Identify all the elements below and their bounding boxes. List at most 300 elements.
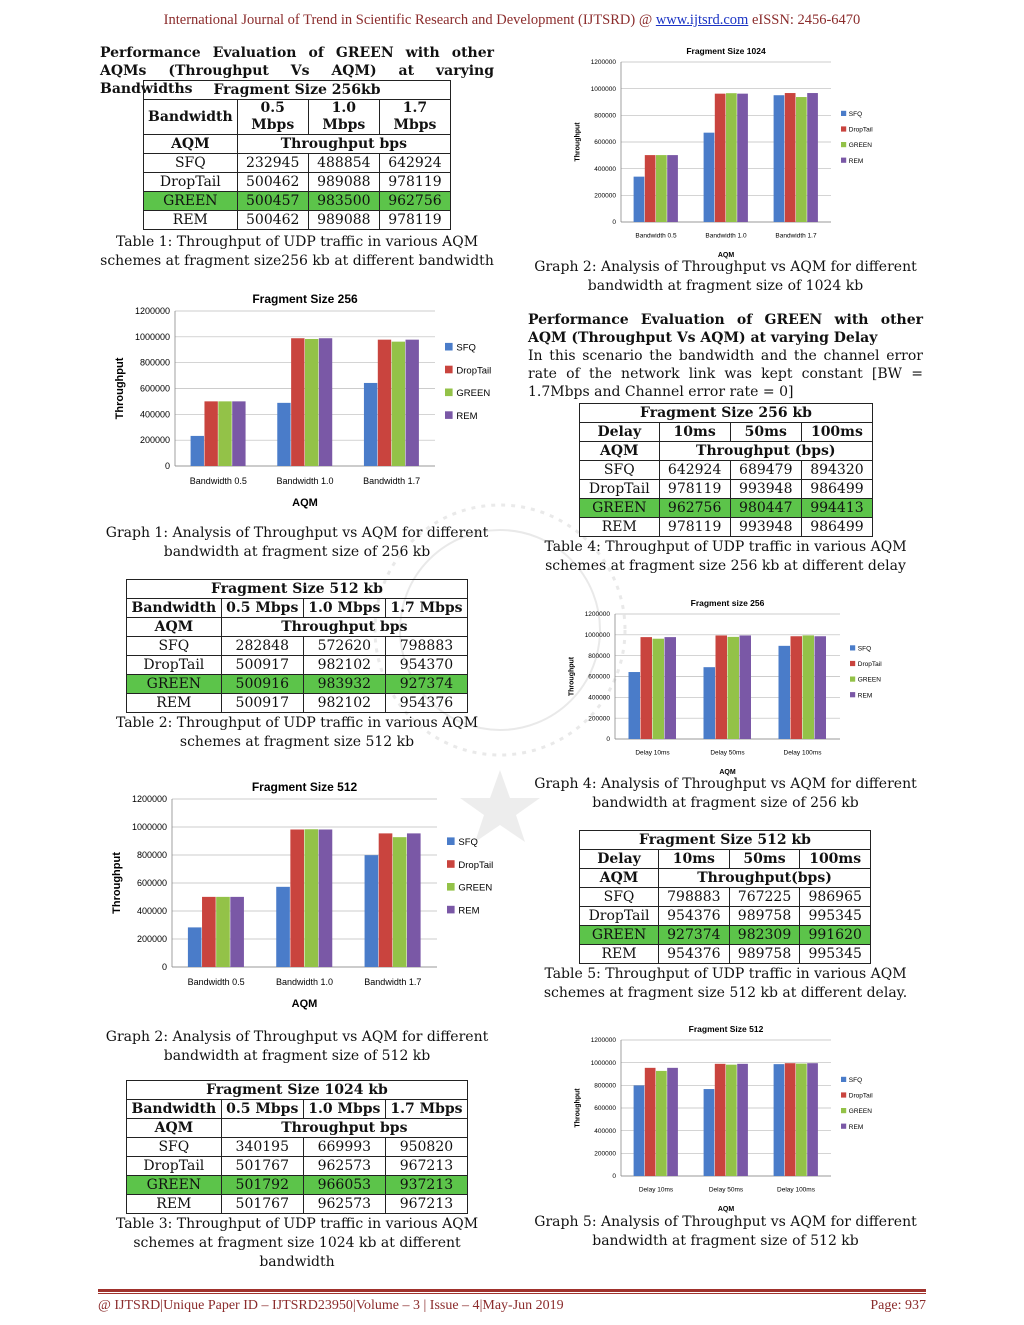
legend-swatch — [445, 389, 453, 397]
legend-swatch — [841, 142, 846, 147]
bar-green — [305, 339, 318, 466]
legend-label: REM — [458, 905, 480, 917]
cell: 954370 — [385, 656, 467, 675]
section-heading-bandwidth: Performance Evaluation of GREEN with other AQMs (Throughput Vs AQM) at varying Bandwidths — [100, 45, 494, 97]
cell: 983932 — [303, 675, 385, 694]
cell: REM — [127, 1195, 222, 1214]
chart-title: Fragment Size 256 — [252, 292, 358, 306]
cell: 989758 — [729, 945, 800, 964]
table-row — [580, 945, 871, 964]
cell: 962756 — [659, 499, 730, 518]
cell: 962756 — [379, 192, 450, 211]
table-3 — [126, 1080, 468, 1214]
x-axis-label: AQM — [719, 769, 736, 776]
bar-green — [803, 635, 815, 739]
footer-rule-thin — [98, 1293, 926, 1294]
y-tick-label: 400000 — [139, 409, 170, 420]
y-tick-label: 1200000 — [131, 794, 167, 804]
chart-g512bw — [100, 765, 500, 1030]
bar-green — [726, 1065, 737, 1176]
cell: 642924 — [659, 461, 730, 480]
y-tick-label: 600000 — [594, 1105, 616, 1113]
x-tick-label: Bandwidth 1.7 — [363, 476, 421, 486]
running-header — [0, 12, 1024, 29]
legend-swatch — [447, 883, 455, 891]
legend-label: SFQ — [456, 342, 476, 354]
cell: 282848 — [221, 637, 303, 656]
cell: 500457 — [237, 192, 308, 211]
col-header: 0.5 Mbps — [237, 100, 308, 135]
col-header: AQM — [127, 618, 222, 637]
cell: 954376 — [659, 945, 730, 964]
bar-sfq — [634, 1085, 645, 1176]
table-title: Fragment Size 1024 kb — [127, 1081, 468, 1100]
chart-g256bw — [100, 283, 500, 523]
cell: 954376 — [659, 907, 730, 926]
cell: DropTail — [580, 907, 659, 926]
table-2 — [126, 579, 468, 713]
x-tick-label: Delay 10ms — [635, 749, 670, 757]
y-tick-label: 200000 — [139, 435, 170, 446]
table-row-highlighted — [144, 192, 451, 211]
bar-rem — [667, 155, 678, 222]
y-axis-label: Throughput — [114, 357, 127, 420]
footer-rule — [98, 1289, 926, 1292]
legend-label: REM — [848, 1123, 864, 1131]
y-tick-label: 600000 — [594, 139, 616, 147]
cell: 982102 — [303, 694, 385, 713]
bar-green — [392, 342, 405, 466]
legend-label: DropTail — [458, 859, 494, 871]
y-tick-label: 1000000 — [590, 85, 616, 93]
legend-label: REM — [857, 692, 873, 700]
cell: 689479 — [730, 461, 801, 480]
table-4 — [579, 403, 873, 537]
y-tick-label: 1200000 — [590, 1037, 616, 1045]
x-tick-label: Bandwidth 1.0 — [275, 977, 334, 987]
legend-swatch — [850, 645, 855, 650]
col-header: Throughput bps — [221, 1119, 467, 1138]
col-header: Bandwidth — [127, 1100, 222, 1119]
cell: 993948 — [730, 518, 801, 537]
cell: GREEN — [127, 1176, 222, 1195]
table-row — [580, 888, 871, 907]
legend-label: GREEN — [848, 142, 872, 150]
footer-page: Page: 937 — [870, 1298, 926, 1313]
table-row — [144, 173, 451, 192]
x-axis-label: AQM — [717, 252, 735, 259]
y-tick-label: 400000 — [594, 1127, 616, 1135]
footer-volume: Volume – 3 | Issue – 4 — [355, 1298, 480, 1313]
y-tick-label: 600000 — [588, 673, 610, 681]
bar-droptail — [716, 635, 728, 739]
bar-sfq — [364, 383, 377, 466]
table-title: Fragment Size 256kb — [144, 81, 451, 100]
bar-droptail — [379, 833, 393, 967]
y-tick-label: 200000 — [588, 715, 610, 723]
col-header: 1.7 Mbps — [385, 599, 467, 618]
col-header: 1.0 Mbps — [303, 599, 385, 618]
cell: 982102 — [303, 656, 385, 675]
cell: REM — [144, 211, 238, 230]
legend-label: SFQ — [848, 111, 863, 118]
bar-rem — [737, 1064, 748, 1176]
bar-green — [796, 1064, 807, 1176]
y-tick-label: 400000 — [594, 165, 616, 173]
bar-droptail — [291, 338, 304, 466]
footer-sep: | — [160, 1298, 164, 1313]
bar-droptail — [204, 401, 217, 466]
footer-sep: | — [352, 1298, 356, 1313]
cell: 986499 — [801, 518, 872, 537]
bar-green — [728, 637, 740, 739]
cell: GREEN — [580, 499, 660, 518]
bar-rem — [667, 1068, 678, 1176]
graph-2-caption: Graph 2: Analysis of Throughput vs AQM for different bandwidth at fragment size of 512 kb — [105, 1029, 489, 1064]
col-header: Bandwidth — [144, 100, 238, 135]
bar-green — [656, 1071, 667, 1176]
bar-rem — [319, 338, 332, 466]
legend-label: DropTail — [456, 365, 492, 377]
col-header: 1.0 Mbps — [308, 100, 379, 135]
bar-sfq — [276, 887, 290, 967]
bar-green — [726, 93, 737, 222]
footer-sep: | — [479, 1298, 483, 1313]
table-row — [127, 637, 468, 656]
bar-green — [216, 897, 230, 967]
graph-5-caption: Graph 5: Analysis of Throughput vs AQM for different bandwidth at fragment size of 512 kb — [534, 1214, 917, 1249]
header-text: International Journal of Trend in Scientific Research and Development (IJTSRD) @ — [163, 12, 656, 28]
legend-label: DropTail — [848, 1092, 873, 1100]
table-3-caption: Table 3: Throughput of UDP traffic in various AQM schemes at fragment size 1024 kb at different bandwidth — [115, 1216, 479, 1270]
bar-rem — [807, 1063, 818, 1176]
bar-rem — [665, 637, 677, 739]
chart-title: Fragment size 256 — [690, 598, 765, 608]
legend-swatch — [841, 158, 846, 163]
table-row — [580, 480, 873, 499]
y-tick-label: 600000 — [136, 878, 167, 888]
bar-sfq — [365, 855, 379, 967]
x-tick-label: Bandwidth 0.5 — [189, 476, 247, 486]
bar-green — [796, 97, 807, 222]
legend-swatch — [841, 1108, 846, 1113]
chart-title: Fragment Size 512 — [251, 780, 358, 794]
cell: 894320 — [801, 461, 872, 480]
col-header: Throughput bps — [237, 135, 450, 154]
cell: 669993 — [303, 1138, 385, 1157]
y-axis-label: Throughput — [568, 656, 576, 697]
col-header: Bandwidth — [127, 599, 222, 618]
y-tick-label: 400000 — [136, 906, 167, 916]
table-4-caption: Table 4: Throughput of UDP traffic in various AQM schemes at fragment size 256 kb at different delay — [544, 539, 907, 574]
bar-rem — [807, 93, 818, 222]
bar-green — [653, 639, 665, 739]
bar-rem — [815, 636, 827, 739]
table-title: Fragment Size 512 kb — [580, 831, 871, 850]
bar-sfq — [634, 177, 645, 222]
cell: 995345 — [800, 945, 871, 964]
cell: 500917 — [221, 656, 303, 675]
footer-date: May-Jun 2019 — [482, 1298, 564, 1313]
cell: 989088 — [308, 173, 379, 192]
table-title: Fragment Size 512 kb — [127, 580, 468, 599]
legend-swatch — [841, 126, 846, 131]
col-header: AQM — [580, 869, 659, 888]
cell: 982309 — [729, 926, 800, 945]
table-row — [127, 694, 468, 713]
legend-swatch — [445, 366, 453, 374]
cell: 572620 — [303, 637, 385, 656]
table-row — [580, 461, 873, 480]
section-paragraph: In this scenario the bandwidth and the channel error rate of the network link was kept constant [BW = 1.7Mbps and Channel error rate = 0] — [528, 348, 923, 400]
bar-sfq — [704, 133, 715, 222]
bar-droptail — [645, 1068, 656, 1176]
table-1 — [143, 80, 451, 230]
cell: 501767 — [221, 1157, 303, 1176]
cell: 927374 — [385, 675, 467, 694]
legend-label: DropTail — [857, 661, 882, 669]
cell: 950820 — [385, 1138, 467, 1157]
legend-swatch — [841, 111, 846, 116]
cell: 500916 — [221, 675, 303, 694]
legend-label: GREEN — [857, 676, 881, 684]
cell: 232945 — [237, 154, 308, 173]
legend-label: SFQ — [458, 837, 478, 848]
y-tick-label: 0 — [612, 219, 616, 227]
y-tick-label: 800000 — [136, 850, 167, 860]
y-axis-label: Throughput — [111, 852, 124, 914]
bar-green — [393, 837, 407, 967]
cell: 967213 — [385, 1157, 467, 1176]
col-header: 10ms — [659, 850, 730, 869]
table-row-highlighted — [127, 675, 468, 694]
y-tick-label: 0 — [612, 1173, 616, 1181]
cell: SFQ — [144, 154, 238, 173]
legend-label: SFQ — [848, 1077, 863, 1084]
col-header: 0.5 Mbps — [221, 599, 303, 618]
x-axis-label: AQM — [291, 998, 318, 1010]
bar-droptail — [715, 94, 726, 222]
bar-sfq — [188, 927, 202, 967]
bar-droptail — [785, 1063, 796, 1176]
legend-swatch — [850, 661, 855, 666]
x-tick-label: Bandwidth 0.5 — [635, 232, 677, 240]
col-header: 1.0 Mbps — [303, 1100, 385, 1119]
table-row — [580, 518, 873, 537]
legend-swatch — [445, 411, 453, 419]
cell: SFQ — [580, 888, 659, 907]
y-tick-label: 1000000 — [134, 331, 170, 342]
graph-2b-caption: Graph 2: Analysis of Throughput vs AQM for different bandwidth at fragment size of 1024 kb — [534, 259, 917, 294]
cell: REM — [580, 518, 660, 537]
legend-label: GREEN — [848, 1108, 872, 1116]
x-tick-label: Bandwidth 1.7 — [775, 232, 817, 240]
cell: 978119 — [659, 480, 730, 499]
y-axis-label: Throughput — [574, 1088, 582, 1128]
col-header: 0.5 Mbps — [221, 1100, 303, 1119]
cell: 966053 — [303, 1176, 385, 1195]
cell: 991620 — [800, 926, 871, 945]
table-row — [580, 907, 871, 926]
bar-sfq — [704, 667, 716, 739]
graph-1-caption: Graph 1: Analysis of Throughput vs AQM for different bandwidth at fragment size of 256 kb — [105, 525, 489, 560]
cell: 340195 — [221, 1138, 303, 1157]
legend-swatch — [841, 1124, 846, 1129]
chart-title: Fragment Size 1024 — [686, 46, 766, 56]
y-tick-label: 400000 — [588, 694, 610, 702]
bar-droptail — [791, 636, 803, 739]
page-footer — [98, 1298, 926, 1314]
cell: SFQ — [127, 1138, 222, 1157]
bar-green — [218, 401, 231, 466]
y-tick-label: 600000 — [139, 383, 170, 394]
x-tick-label: Delay 10ms — [638, 1186, 674, 1194]
cell: 501767 — [221, 1195, 303, 1214]
bar-sfq — [629, 672, 641, 739]
table-1-caption: Table 1: Throughput of UDP traffic in various AQM schemes at fragment size256 kb at different bandwidth — [100, 234, 494, 269]
col-header: Delay — [580, 850, 659, 869]
footer-paper-id: Unique Paper ID – IJTSRD23950 — [163, 1298, 353, 1313]
x-axis-label: AQM — [717, 1206, 735, 1213]
col-header: Delay — [580, 423, 660, 442]
y-tick-label: 800000 — [139, 357, 170, 368]
bar-rem — [406, 340, 419, 466]
bar-droptail — [715, 1064, 726, 1176]
chart-g512d — [566, 1018, 896, 1214]
col-header: 100ms — [800, 850, 871, 869]
cell: GREEN — [580, 926, 659, 945]
bar-sfq — [779, 646, 791, 739]
table-row — [144, 211, 451, 230]
cell: DropTail — [127, 656, 222, 675]
cell: 978119 — [659, 518, 730, 537]
col-header: 50ms — [730, 423, 801, 442]
cell: 978119 — [379, 173, 450, 192]
legend-label: REM — [848, 157, 864, 165]
col-header: AQM — [580, 442, 660, 461]
cell: 978119 — [379, 211, 450, 230]
table-row — [127, 656, 468, 675]
y-tick-label: 1000000 — [584, 632, 610, 639]
legend-swatch — [447, 906, 455, 914]
table-row — [127, 1157, 468, 1176]
x-tick-label: Delay 50ms — [708, 1186, 744, 1194]
x-tick-label: Bandwidth 1.7 — [364, 977, 422, 987]
bar-rem — [740, 635, 752, 739]
col-header: 10ms — [659, 423, 730, 442]
table-2-caption: Table 2: Throughput of UDP traffic in various AQM schemes at fragment size 512 kb — [115, 715, 479, 750]
cell: 962573 — [303, 1195, 385, 1214]
cell: 994413 — [801, 499, 872, 518]
cell: REM — [580, 945, 659, 964]
x-tick-label: Bandwidth 1.0 — [276, 476, 334, 486]
cell: 986499 — [801, 480, 872, 499]
cell: 983500 — [308, 192, 379, 211]
table-row — [127, 1138, 468, 1157]
y-axis-label: Throughput — [574, 122, 582, 162]
table-row — [144, 154, 451, 173]
bar-sfq — [191, 436, 204, 466]
legend-swatch — [447, 860, 455, 868]
legend-swatch — [445, 343, 453, 351]
bar-sfq — [277, 403, 290, 466]
x-tick-label: Delay 50ms — [710, 749, 745, 757]
journal-link[interactable]: www.ijtsrd.com — [655, 12, 749, 28]
cell: DropTail — [580, 480, 660, 499]
table-5-caption: Table 5: Throughput of UDP traffic in various AQM schemes at fragment size 512 kb at different delay. — [543, 966, 908, 1001]
y-tick-label: 0 — [606, 736, 610, 744]
table-title: Fragment Size 256 kb — [580, 404, 873, 423]
col-header: 50ms — [729, 850, 800, 869]
table-row-highlighted — [127, 1176, 468, 1195]
col-header: Throughput (bps) — [659, 442, 872, 461]
y-tick-label: 1200000 — [590, 59, 616, 67]
cell: 798883 — [385, 637, 467, 656]
cell: 989088 — [308, 211, 379, 230]
table-row — [127, 1195, 468, 1214]
cell: 962573 — [303, 1157, 385, 1176]
header-issn: eISSN: 2456-6470 — [748, 12, 861, 28]
bar-droptail — [785, 93, 796, 222]
cell: 501792 — [221, 1176, 303, 1195]
legend-swatch — [850, 677, 855, 682]
y-tick-label: 200000 — [594, 1150, 616, 1158]
y-tick-label: 800000 — [588, 652, 610, 660]
x-tick-label: Delay 100ms — [777, 1186, 815, 1194]
y-tick-label: 0 — [161, 962, 167, 972]
cell: DropTail — [144, 173, 238, 192]
bar-sfq — [774, 1064, 785, 1176]
table-row-highlighted — [580, 926, 871, 945]
section-heading-delay: Performance Evaluation of GREEN with other AQM (Throughput Vs AQM) at varying Delay — [528, 312, 923, 346]
cell: 937213 — [385, 1176, 467, 1195]
cell: 980447 — [730, 499, 801, 518]
graph-4-caption: Graph 4: Analysis of Throughput vs AQM for different bandwidth at fragment size of 256 kb — [534, 776, 917, 811]
footer-site: @ IJTSRD — [98, 1298, 161, 1313]
y-tick-label: 1200000 — [584, 611, 610, 619]
bar-droptail — [290, 830, 304, 967]
col-header: AQM — [144, 135, 238, 154]
chart-g1024 — [566, 40, 896, 258]
legend-swatch — [841, 1092, 846, 1097]
y-tick-label: 0 — [164, 461, 170, 471]
x-axis-label: AQM — [292, 497, 318, 509]
chart-title: Fragment Size 512 — [688, 1024, 764, 1034]
legend-label: SFQ — [857, 645, 872, 653]
cell: 927374 — [659, 926, 730, 945]
bar-rem — [319, 830, 333, 967]
table-row-highlighted — [580, 499, 873, 518]
legend-swatch — [447, 837, 455, 845]
cell: 500917 — [221, 694, 303, 713]
chart-g256d — [560, 592, 900, 776]
cell: 798883 — [659, 888, 730, 907]
legend-swatch — [841, 1077, 846, 1082]
bar-sfq — [704, 1089, 715, 1176]
cell: 500462 — [237, 173, 308, 192]
cell: 767225 — [729, 888, 800, 907]
col-header: 1.7 Mbps — [379, 100, 450, 135]
legend-swatch — [850, 692, 855, 697]
legend-label: REM — [456, 410, 478, 422]
legend-label: DropTail — [848, 126, 873, 134]
bar-rem — [737, 94, 748, 222]
bar-sfq — [774, 95, 785, 222]
cell: SFQ — [127, 637, 222, 656]
cell: 989758 — [729, 907, 800, 926]
cell: 967213 — [385, 1195, 467, 1214]
cell: 995345 — [800, 907, 871, 926]
